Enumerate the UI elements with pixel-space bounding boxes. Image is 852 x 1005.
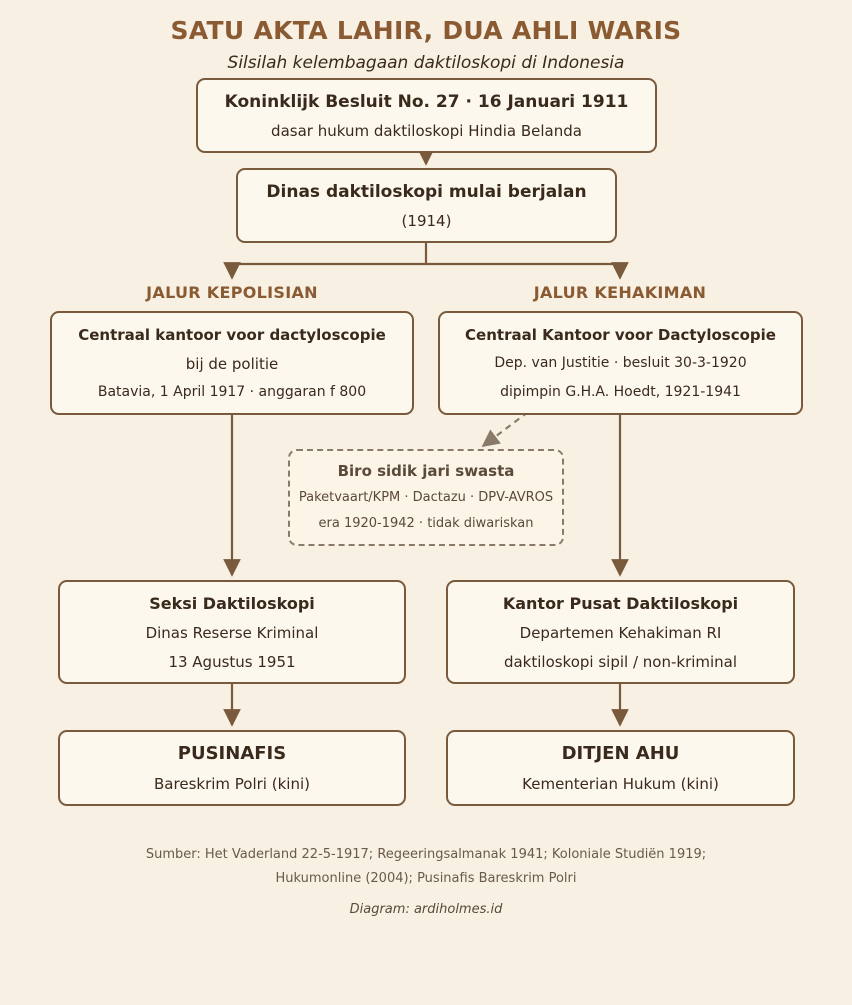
node-dinas-daktiloskopi [236, 168, 617, 243]
node-title: PUSINAFIS [177, 743, 287, 764]
node-title: Biro sidik jari swasta [337, 462, 515, 480]
node-title: Koninklijk Besluit No. 27 · 16 Januari 1911 [224, 92, 629, 112]
node-ckd-justitie [438, 311, 803, 415]
node-detail: Batavia, 1 April 1917 · anggaran f 800 [97, 384, 367, 400]
arrow-justitie-to-biro [483, 412, 528, 446]
node-biro-swasta [288, 449, 564, 546]
node-detail: era 1920-1942 · tidak diwariskan [318, 516, 534, 531]
node-pusinafis [58, 730, 406, 806]
node-detail: bij de politie [185, 355, 279, 373]
node-title: Centraal kantoor voor dactyloscopie [78, 326, 386, 344]
node-detail: (1914) [401, 212, 452, 230]
node-detail: Bareskrim Polri (kini) [154, 775, 310, 793]
diagram-credit: Diagram: ardiholmes.id [349, 902, 503, 917]
node-detail: Kementerian Hukum (kini) [522, 775, 719, 793]
node-detail: dasar hukum daktiloskopi Hindia Belanda [271, 122, 582, 140]
node-title: DITJEN AHU [561, 743, 680, 764]
node-detail: dipimpin G.H.A. Hoedt, 1921-1941 [500, 384, 741, 400]
source-line-1: Sumber: Het Vaderland 22-5-1917; Regeeringsalmanak 1941; Koloniale Studiën 1919; [145, 847, 707, 862]
node-title: Seksi Daktiloskopi [149, 594, 315, 613]
node-seksi-daktiloskopi [58, 580, 406, 684]
node-ckd-politie [50, 311, 414, 415]
node-title: Kantor Pusat Daktiloskopi [502, 594, 739, 613]
node-detail: Departemen Kehakiman RI [519, 624, 722, 642]
branch-label-kepolisian: JALUR KEPOLISIAN [146, 283, 318, 302]
branch-label-kehakiman: JALUR KEHAKIMAN [533, 283, 707, 302]
diagram-subtitle: Silsilah kelembagaan daktiloskopi di Indonesia [227, 53, 625, 73]
node-title: Dinas daktiloskopi mulai berjalan [266, 182, 587, 202]
source-line-2: Hukumonline (2004); Pusinafis Bareskrim Polri [275, 871, 577, 886]
node-detail: Paketvaart/KPM · Dactazu · DPV-AVROS [298, 490, 554, 505]
node-detail: 13 Agustus 1951 [168, 653, 296, 671]
node-kantor-pusat [446, 580, 795, 684]
node-koninklijk-besluit [196, 78, 657, 153]
node-title: Centraal Kantoor voor Dactyloscopie [465, 326, 776, 344]
diagram-title: SATU AKTA LAHIR, DUA AHLI WARIS [170, 16, 682, 45]
node-detail: Dep. van Justitie · besluit 30-3-1920 [494, 355, 747, 371]
node-detail: daktiloskopi sipil / non-kriminal [503, 653, 738, 671]
node-detail: Dinas Reserse Kriminal [145, 624, 319, 642]
node-ditjen-ahu [446, 730, 795, 806]
